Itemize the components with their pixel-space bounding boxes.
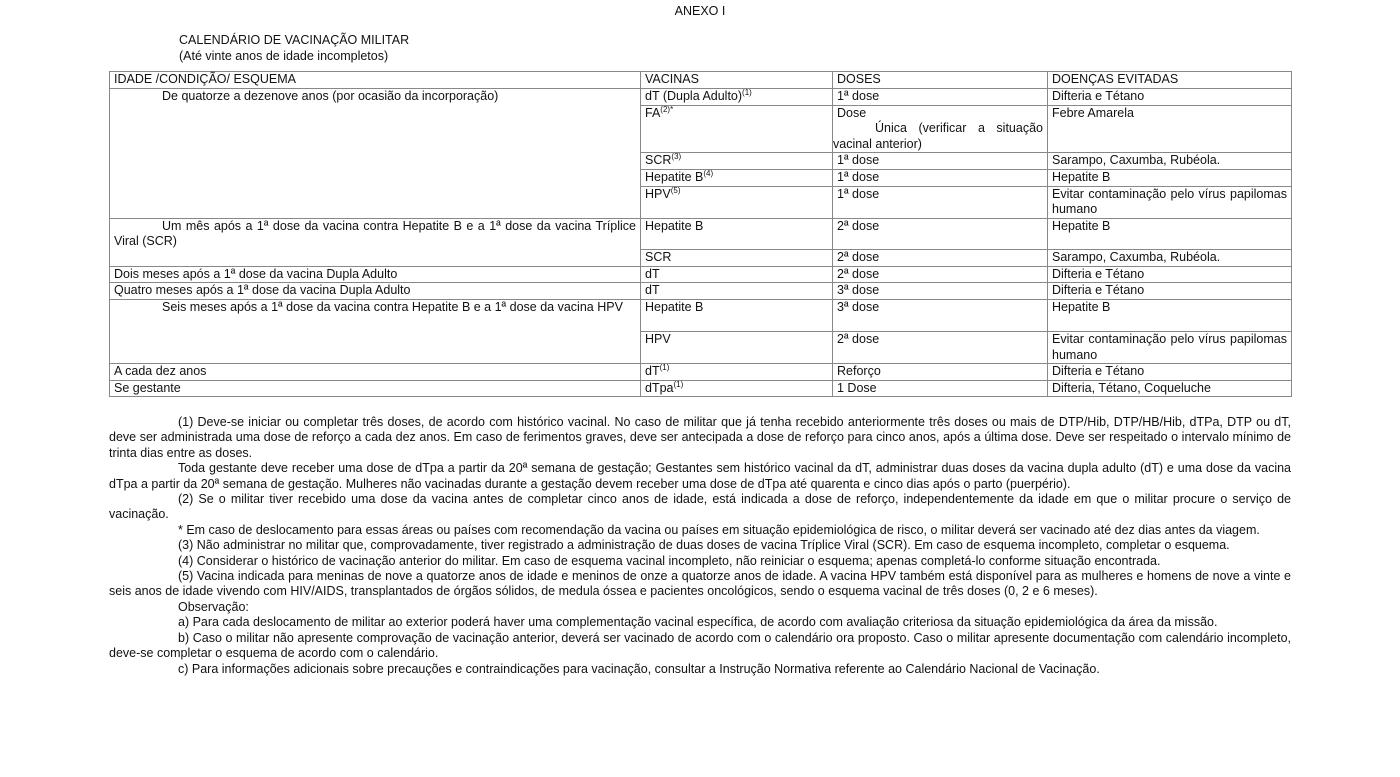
- disease-cell: Hepatite B: [1048, 300, 1292, 332]
- dose-cell: [833, 300, 1048, 332]
- dose-cell: [833, 283, 1048, 300]
- footnote-paragraph: (2) Se o militar tiver recebido uma dose da vacina antes de completar cinco anos de idade, está indicada a dose de reforço, independentemente da idade em que o militar procure o serviço de vacinação.: [109, 492, 1291, 522]
- disease-cell: Sarampo, Caxumba, Rubéola.: [1048, 249, 1292, 266]
- disease-cell: Sarampo, Caxumba, Rubéola.: [1048, 153, 1292, 170]
- subtitle: (Até vinte anos de idade incompletos): [179, 49, 389, 63]
- dose-text: 3ª dose: [837, 283, 880, 297]
- vaccine-name: HPV: [645, 186, 671, 201]
- disease-cell: Difteria e Tétano: [1048, 283, 1292, 300]
- vaccine-name: dT: [645, 364, 660, 378]
- annex-heading: ANEXO I: [674, 4, 726, 18]
- footnote-paragraph: * Em caso de deslocamento para essas áreas ou países com recomendação da vacina ou países em situação epidemiológica de risco, o militar deverá ser vacinado até dez dias antes da viagem.: [178, 522, 1260, 537]
- footnote-ref: (5): [670, 185, 681, 195]
- dose-cell: [833, 105, 1048, 153]
- disease-cell: Hepatite B: [1048, 218, 1292, 249]
- condition-cell: Dois meses após a 1ª dose da vacina Dupla Adulto: [110, 266, 641, 283]
- vaccine-name: dT: [645, 283, 660, 297]
- dose-cell: [833, 89, 1048, 106]
- dose-text: 1ª dose: [837, 186, 880, 201]
- column-header: DOENÇAS EVITADAS: [1048, 72, 1292, 89]
- table-row: [110, 364, 1292, 381]
- vaccine-cell: [641, 283, 833, 300]
- table-row: [110, 380, 1292, 397]
- condition-cell: A cada dez anos: [110, 364, 641, 381]
- footnote-paragraph: (3) Não administrar no militar que, comprovadamente, tiver registrado a administração de duas doses de vacina Tríplice Viral (SCR). Em caso de esquema incompleto, completar o esquema.: [178, 538, 1230, 553]
- disease-cell: Difteria e Tétano: [1048, 89, 1292, 106]
- footnote-ref: (1): [742, 88, 752, 97]
- disease-cell: Difteria e Tétano: [1048, 364, 1292, 381]
- column-header: IDADE /CONDIÇÃO/ ESQUEMA: [110, 72, 641, 89]
- vaccine-cell: [641, 170, 833, 187]
- footnote-paragraph: (4) Considerar o histórico de vacinação anterior do militar. Em caso de esquema vacinal incompleto, não reiniciar o esquema; apenas completá-lo conforme situação encontrada.: [178, 553, 1161, 568]
- vaccine-cell: [641, 153, 833, 170]
- dose-text: 2ª dose: [837, 218, 880, 233]
- dose-cell: [833, 153, 1048, 170]
- column-header: VACINAS: [641, 72, 833, 89]
- footnote-paragraph: Toda gestante deve receber uma dose de dTpa a partir da 20ª semana de gestação; Gestantes sem histórico vacinal da dT, administrar duas doses da vacina dupla adulto (dT) e uma dose da vacina dTpa a partir da 20ª semana de gestação. Mulheres não vacinadas durante a gestação devem receber uma dose de dTpa até quarenta e cinco dias após o parto (puerpério).: [109, 461, 1291, 491]
- dose-text: Dose: [837, 105, 867, 120]
- disease-cell: Hepatite B: [1048, 170, 1292, 187]
- dose-text: 1ª dose: [837, 89, 880, 103]
- vaccine-cell: [641, 380, 833, 397]
- table-row: [110, 300, 1292, 332]
- vaccine-cell: [641, 332, 833, 364]
- footnotes: [109, 415, 1291, 677]
- dose-text: 2ª dose: [837, 249, 880, 264]
- vaccine-name: dT: [645, 266, 660, 281]
- footnote-paragraph: (5) Vacina indicada para meninas de nove a quatorze anos de idade e meninos de onze a quatorze anos de idade. A vacina HPV também está disponível para as mulheres e homens de nove a vinte e seis anos de idade vivendo com HIV/AIDS, transplantados de órgãos sólidos, de medula óssea e pacientes oncológicos, sendo o esquema vacinal de três doses (0, 2 e 6 meses).: [109, 569, 1291, 599]
- vaccine-name: SCR: [645, 249, 672, 264]
- table-row: [110, 218, 1292, 249]
- footnote-paragraph: a) Para cada deslocamento de militar ao exterior poderá haver uma complementação vacinal específica, de acordo com avaliação criteriosa da situação epidemiológica da área da missão.: [178, 615, 1218, 630]
- vaccine-name: Hepatite B: [645, 218, 704, 233]
- dose-text: 1 Dose: [837, 380, 877, 395]
- document-title: [179, 32, 409, 64]
- footnote-paragraph: c) Para informações adicionais sobre precauções e contraindicações para vacinação, consultar a Instrução Normativa referente ao Calendário Nacional de Vacinação.: [178, 661, 1100, 676]
- dose-cell: [833, 380, 1048, 397]
- footnote-ref: (2)*: [660, 104, 674, 114]
- vaccine-name: Hepatite B: [645, 300, 704, 314]
- vaccine-cell: [641, 249, 833, 266]
- table-header-row: [110, 72, 1292, 89]
- dose-cell: [833, 170, 1048, 187]
- vaccine-cell: [641, 105, 833, 153]
- footnote-paragraph: b) Caso o militar não apresente comprovação de vacinação anterior, deverá ser vacinado de acordo com o calendário ora proposto. Caso o militar apresente documentação com calendário incompleto, deve-se completar o esquema de acordo com o calendário.: [109, 630, 1291, 661]
- footnote-ref: (1): [659, 363, 670, 372]
- disease-cell: Difteria e Tétano: [1048, 266, 1292, 283]
- vaccination-table: [109, 71, 1292, 397]
- vaccine-cell: [641, 186, 833, 218]
- disease-cell: Difteria, Tétano, Coqueluche: [1048, 380, 1292, 397]
- footnote-ref: (1): [673, 379, 684, 389]
- vaccine-name: FA: [645, 105, 661, 120]
- condition-cell: Quatro meses após a 1ª dose da vacina Dupla Adulto: [110, 283, 641, 300]
- footnote-paragraph: (1) Deve-se iniciar ou completar três doses, de acordo com histórico vacinal. No caso de militar que já tenha recebido anteriormente três doses ou mais de DTP/Hib, DTP/HB/Hib, dTPa, DTP ou dT, deve ser administrada uma dose de reforço a cada dez anos. Em caso de ferimentos graves, deve ser antecipada a dose de reforço para cinco anos, após a última dose. Deve ser respeitado o intervalo mínimo de trinta dias entre as doses.: [109, 415, 1291, 460]
- dose-text: 2ª dose: [837, 266, 880, 281]
- title: CALENDÁRIO DE VACINAÇÃO MILITAR: [179, 33, 410, 47]
- condition-cell: Seis meses após a 1ª dose da vacina contra Hepatite B e a 1ª dose da vacina HPV: [110, 300, 641, 364]
- disease-cell: Febre Amarela: [1048, 105, 1292, 153]
- dose-text: 2ª dose: [837, 332, 880, 346]
- dose-note: Única (verificar a situação vacinal anterior): [833, 121, 1043, 151]
- column-header: DOSES: [833, 72, 1048, 89]
- dose-text: 1ª dose: [837, 170, 880, 184]
- dose-cell: [833, 186, 1048, 218]
- vaccine-name: HPV: [645, 332, 671, 346]
- table-row: [110, 283, 1292, 300]
- footnote-ref: (3): [671, 152, 682, 161]
- vaccine-cell: [641, 218, 833, 249]
- vaccine-cell: [641, 364, 833, 381]
- dose-text: 1ª dose: [837, 153, 880, 167]
- disease-cell: Evitar contaminação pelo vírus papilomas humano: [1048, 186, 1292, 218]
- dose-cell: [833, 332, 1048, 364]
- table-row: [110, 89, 1292, 106]
- vaccine-name: SCR: [645, 153, 672, 167]
- dose-text: 3ª dose: [837, 300, 880, 314]
- dose-cell: [833, 364, 1048, 381]
- vaccine-name: dT (Dupla Adulto): [645, 89, 743, 103]
- vaccine-cell: [641, 266, 833, 283]
- footnote-ref: (4): [703, 169, 714, 178]
- dose-cell: [833, 218, 1048, 249]
- dose-text: Reforço: [837, 364, 881, 378]
- disease-cell: Evitar contaminação pelo vírus papilomas humano: [1048, 332, 1292, 364]
- vaccine-name: dTpa: [645, 380, 674, 395]
- condition-cell: Um mês após a 1ª dose da vacina contra Hepatite B e a 1ª dose da vacina Tríplice Viral (SCR): [110, 218, 641, 266]
- table-row: [110, 266, 1292, 283]
- dose-cell: [833, 249, 1048, 266]
- dose-cell: [833, 266, 1048, 283]
- footnote-paragraph: Observação:: [178, 599, 249, 614]
- vaccine-cell: [641, 300, 833, 332]
- condition-cell: De quatorze a dezenove anos (por ocasião da incorporação): [110, 89, 641, 219]
- vaccine-name: Hepatite B: [645, 170, 704, 184]
- vaccine-cell: [641, 89, 833, 106]
- condition-cell: Se gestante: [110, 380, 641, 397]
